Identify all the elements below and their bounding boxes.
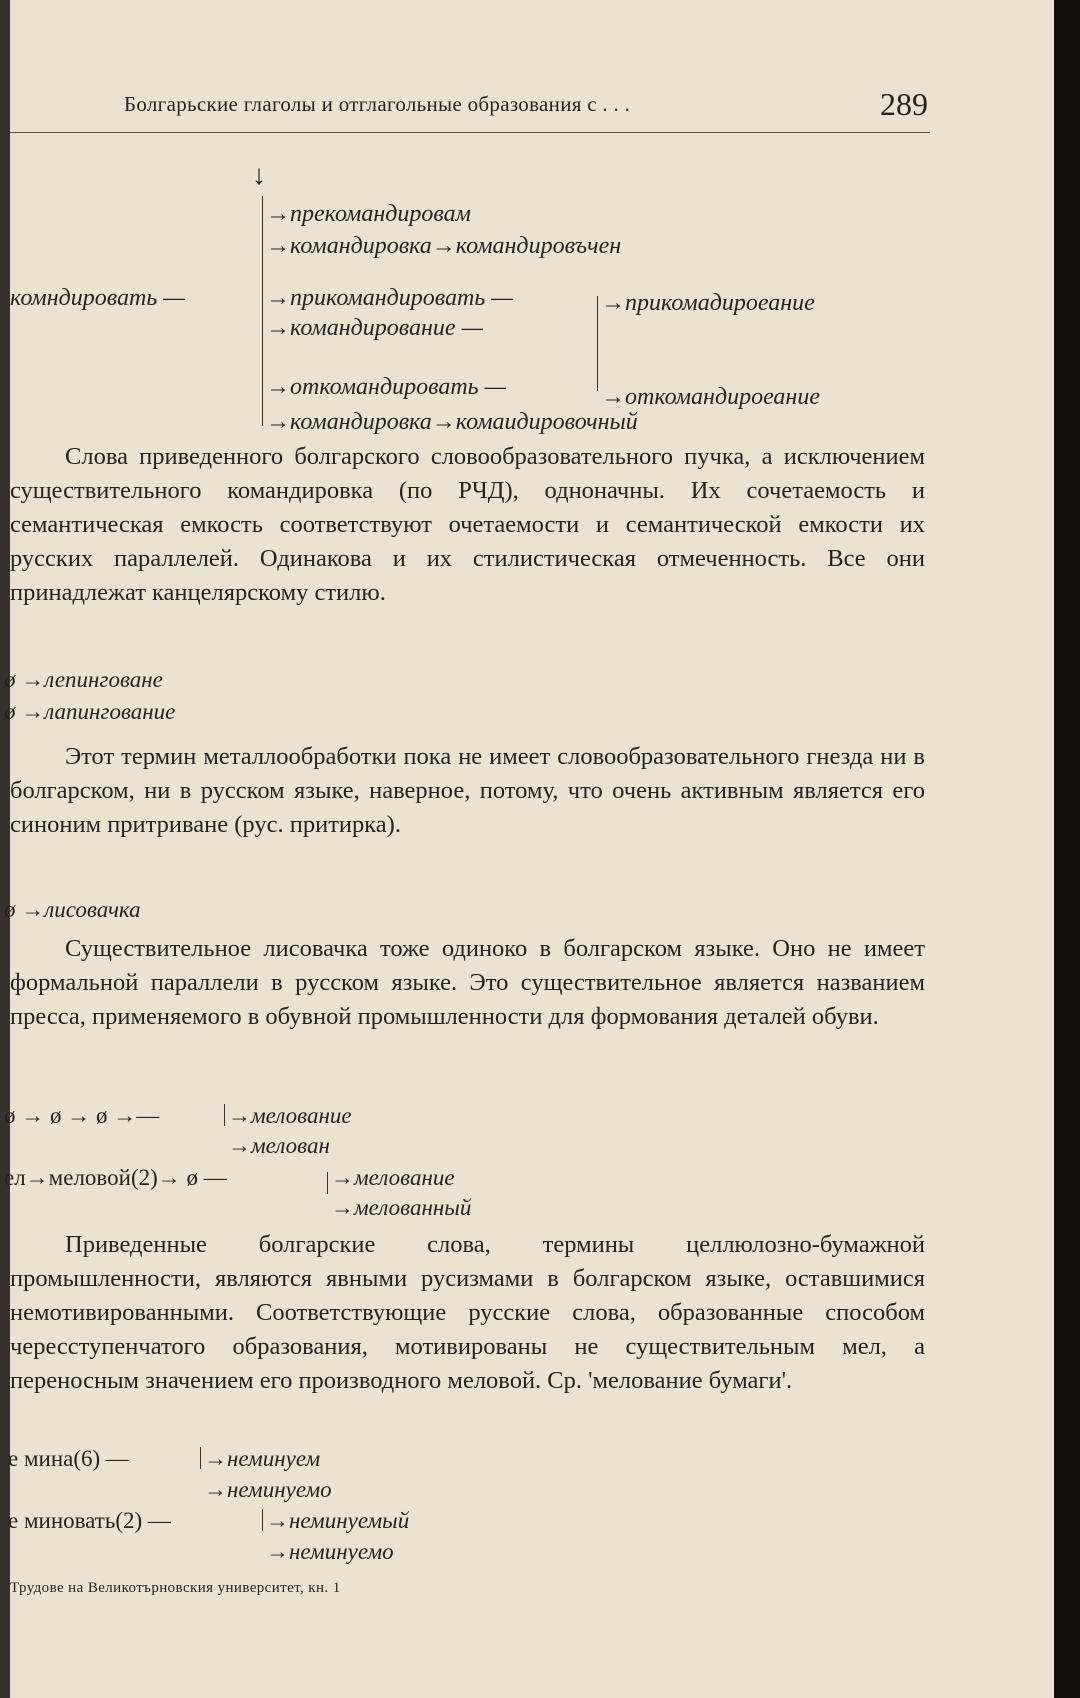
scheme1-line6: →командировка→комаидировочный [266, 409, 638, 435]
scheme1-line5-branch: →откомандироеание [601, 384, 820, 410]
scheme4-branch-2: →мелован [228, 1133, 330, 1158]
scheme1-line2: →командировка→командировъчен [266, 233, 622, 259]
scan-border [1054, 0, 1080, 1698]
scheme5-root-1: е мина(6) — [8, 1446, 129, 1471]
scheme1-line5: →откомандировать — [266, 374, 506, 400]
scheme1-line3-branch: →прикомадироеание [601, 290, 815, 316]
scheme5-branch-2: →неминуемо [204, 1477, 332, 1502]
scheme5-bracket-1 [200, 1447, 201, 1469]
scheme4-branch-1: →мелование [228, 1103, 352, 1128]
scheme1-main-bracket [262, 196, 263, 426]
scheme1-line4: →командирование — [266, 315, 483, 341]
header-rule [10, 132, 930, 133]
scheme4-chain-2: ел→меловой(2)→ ø — [4, 1165, 227, 1190]
scheme1-root: комндировать — [10, 285, 185, 311]
scheme4-bracket-1 [224, 1104, 225, 1126]
scheme3-line1: ø →лисовачка [4, 897, 141, 922]
scheme5-bracket-2 [262, 1509, 263, 1531]
scheme5-root-2: е миновать(2) — [8, 1508, 171, 1533]
scheme4-branch-3: →мелование [331, 1165, 455, 1190]
running-title: Болгарьские глаголы и отглагольные образования с . . . [124, 92, 631, 116]
scheme1-sub-bracket [597, 296, 598, 391]
down-arrow-icon: ↓ [252, 160, 266, 191]
paragraph-2: Этот термин металлообработки пока не имеет словообразовательного гнезда ни в болгарском, ни в русском языке, наверное, потому, что очень активным является его синоним притриване (рус. притирка). [10, 743, 925, 838]
scheme1-line1: →прекомандировам [266, 201, 471, 227]
paragraph-1: Слова приведенного болгарского словообразовательного пучка, а исключением существительного командировка (по РЧД), одноначны. Их сочетаемость и семантическая емкость соответствуют очетаемости и семантической емкости их русских параллелей. Одинакова и их стилистическая отмеченность. Все они принадлежат канцелярскому стилю. [10, 443, 925, 606]
paragraph-4: Приведенные болгарские слова, термины целлюлозно-бумажной промышленности, являются явными русизмами в болгарском языке, оставшимися немотивированными. Соответствующие русские слова, образованные способом чересступенчатого образования, мотивированы не существительным мел, а переносным значением его производного меловой. Ср. 'мелование бумаги'. [10, 1231, 925, 1394]
scheme2-line1: ø →лепинговане [4, 667, 163, 692]
scheme5-branch-4: →неминуемо [266, 1539, 394, 1564]
scheme4-chain-1: ø → ø → ø →— [4, 1103, 160, 1128]
paragraph-3: Существительное лисовачка тоже одиноко в болгарском языке. Оно не имеет формальной параллели в русском языке. Это существительное является названием пресса, применяемого в обувной промышленности для формования деталей обуви. [10, 935, 925, 1030]
scheme4-branch-4: →мелованный [331, 1195, 472, 1220]
binding-edge [0, 0, 10, 1698]
scheme5-branch-3: →неминуемый [266, 1508, 410, 1533]
scheme5-branch-1: →неминуем [204, 1446, 321, 1471]
footer-signature: Трудове на Великотърновския университет, кн. 1 [10, 1580, 341, 1596]
scheme1-line3: →прикомандировать — [266, 285, 513, 311]
scheme4-bracket-2 [327, 1172, 328, 1194]
scheme2-line2: ø →лапингование [4, 699, 176, 724]
page-number: 289 [880, 86, 928, 122]
